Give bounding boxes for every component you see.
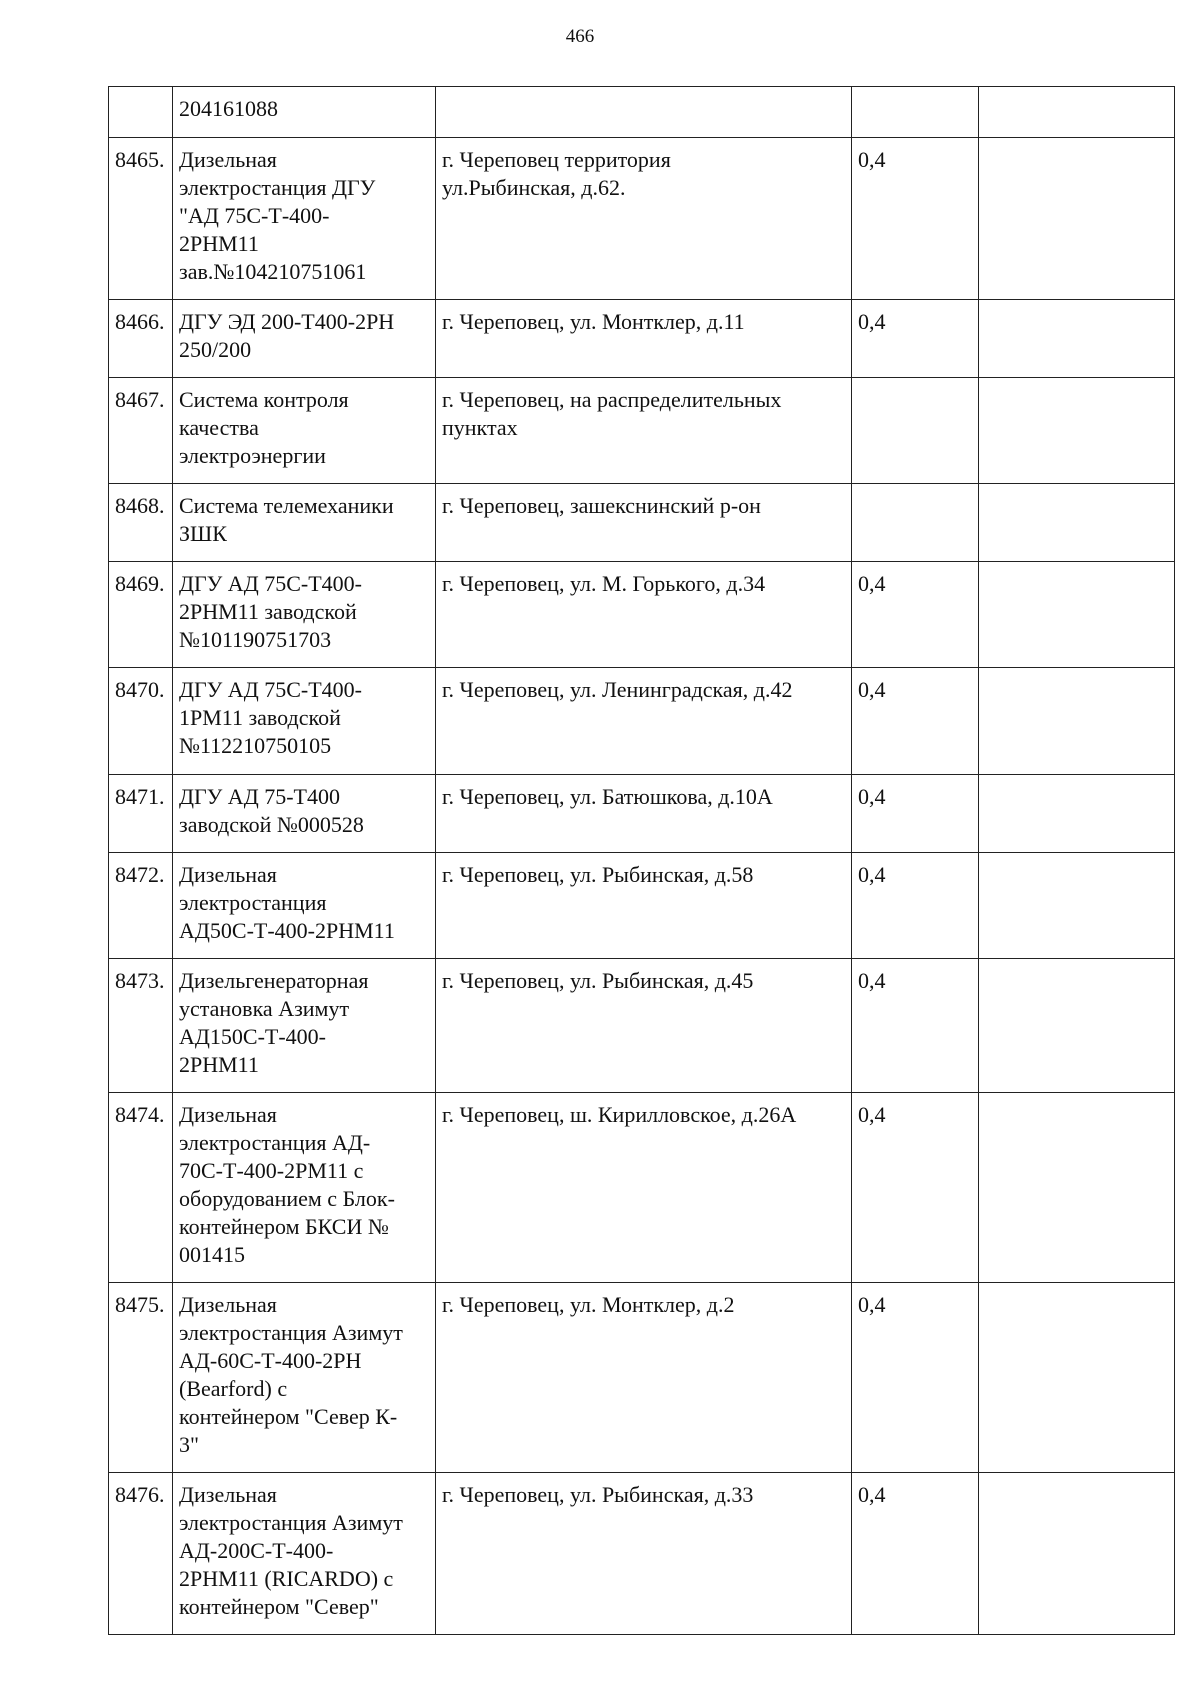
- voltage-cell: [852, 378, 979, 484]
- empty-cell: [979, 959, 1175, 1093]
- table-row: [109, 1283, 1175, 1473]
- equipment-name-cell: Дизельгенераторная установка Азимут АД150С-Т-400- 2РНМ11: [173, 959, 436, 1093]
- address-cell: г. Череповец, ул. М. Горького, д.34: [436, 562, 852, 668]
- registry-table-body: [109, 87, 1175, 1635]
- equipment-name-cell: 204161088: [173, 87, 436, 138]
- table-row: [109, 87, 1175, 138]
- table-row: [109, 562, 1175, 668]
- address-cell: г. Череповец, ул. Рыбинская, д.45: [436, 959, 852, 1093]
- row-number-cell: 8472.: [109, 853, 173, 959]
- equipment-name-cell: Система телемеханики ЗШК: [173, 484, 436, 562]
- voltage-cell: 0,4: [852, 562, 979, 668]
- equipment-name-cell: Система контроля качества электроэнергии: [173, 378, 436, 484]
- address-cell: [436, 87, 852, 138]
- address-cell: г. Череповец, ул. Рыбинская, д.33: [436, 1473, 852, 1635]
- equipment-name-cell: Дизельная электростанция АД- 70С-Т-400-2РМ11 с оборудованием с Блок- контейнером БКСИ № 001415: [173, 1093, 436, 1283]
- row-number-cell: 8469.: [109, 562, 173, 668]
- row-number-cell: [109, 87, 173, 138]
- row-number-cell: 8466.: [109, 300, 173, 378]
- address-cell: г. Череповец, ул. Батюшкова, д.10А: [436, 775, 852, 853]
- row-number-cell: 8473.: [109, 959, 173, 1093]
- equipment-name-cell: Дизельная электростанция Азимут АД-60С-Т-400-2РН (Bearford) с контейнером "Север К- 3": [173, 1283, 436, 1473]
- voltage-cell: 0,4: [852, 959, 979, 1093]
- page-number: 466: [565, 26, 595, 47]
- table-row: [109, 959, 1175, 1093]
- table-row: [109, 300, 1175, 378]
- address-cell: г. Череповец, ул. Рыбинская, д.58: [436, 853, 852, 959]
- voltage-cell: 0,4: [852, 775, 979, 853]
- voltage-cell: 0,4: [852, 1283, 979, 1473]
- voltage-cell: 0,4: [852, 853, 979, 959]
- voltage-cell: 0,4: [852, 138, 979, 300]
- row-number-cell: 8465.: [109, 138, 173, 300]
- registry-table: [108, 86, 1175, 1635]
- voltage-cell: 0,4: [852, 668, 979, 775]
- table-row: [109, 1473, 1175, 1635]
- address-cell: г. Череповец, на распределительных пунктах: [436, 378, 852, 484]
- row-number-cell: 8471.: [109, 775, 173, 853]
- empty-cell: [979, 138, 1175, 300]
- table-row: [109, 775, 1175, 853]
- equipment-name-cell: ДГУ АД 75-Т400 заводской №000528: [173, 775, 436, 853]
- row-number-cell: 8470.: [109, 668, 173, 775]
- empty-cell: [979, 378, 1175, 484]
- table-row: [109, 668, 1175, 775]
- table-row: [109, 1093, 1175, 1283]
- equipment-name-cell: ДГУ АД 75С-Т400- 1РМ11 заводской №112210750105: [173, 668, 436, 775]
- equipment-name-cell: Дизельная электростанция АД50С-Т-400-2РНМ11: [173, 853, 436, 959]
- row-number-cell: 8474.: [109, 1093, 173, 1283]
- empty-cell: [979, 1473, 1175, 1635]
- voltage-cell: 0,4: [852, 1473, 979, 1635]
- equipment-name-cell: ДГУ АД 75С-Т400- 2РНМ11 заводской №101190751703: [173, 562, 436, 668]
- voltage-cell: 0,4: [852, 300, 979, 378]
- empty-cell: [979, 1093, 1175, 1283]
- row-number-cell: 8476.: [109, 1473, 173, 1635]
- address-cell: г. Череповец, ш. Кирилловское, д.26А: [436, 1093, 852, 1283]
- table-row: [109, 484, 1175, 562]
- empty-cell: [979, 1283, 1175, 1473]
- voltage-cell: 0,4: [852, 1093, 979, 1283]
- empty-cell: [979, 668, 1175, 775]
- voltage-cell: [852, 484, 979, 562]
- empty-cell: [979, 300, 1175, 378]
- equipment-name-cell: Дизельная электростанция ДГУ "АД 75С-Т-400- 2РНМ11 зав.№104210751061: [173, 138, 436, 300]
- address-cell: г. Череповец, ул. Ленинградская, д.42: [436, 668, 852, 775]
- table-row: [109, 378, 1175, 484]
- voltage-cell: [852, 87, 979, 138]
- address-cell: г. Череповец, ул. Монтклер, д.11: [436, 300, 852, 378]
- row-number-cell: 8467.: [109, 378, 173, 484]
- empty-cell: [979, 853, 1175, 959]
- empty-cell: [979, 775, 1175, 853]
- address-cell: г. Череповец, ул. Монтклер, д.2: [436, 1283, 852, 1473]
- empty-cell: [979, 562, 1175, 668]
- empty-cell: [979, 484, 1175, 562]
- table-row: [109, 138, 1175, 300]
- table-row: [109, 853, 1175, 959]
- row-number-cell: 8468.: [109, 484, 173, 562]
- empty-cell: [979, 87, 1175, 138]
- equipment-name-cell: ДГУ ЭД 200-Т400-2РН 250/200: [173, 300, 436, 378]
- address-cell: г. Череповец, зашекснинский р-он: [436, 484, 852, 562]
- address-cell: г. Череповец территория ул.Рыбинская, д.62.: [436, 138, 852, 300]
- row-number-cell: 8475.: [109, 1283, 173, 1473]
- equipment-name-cell: Дизельная электростанция Азимут АД-200С-Т-400- 2РНМ11 (RICARDO) с контейнером "Север": [173, 1473, 436, 1635]
